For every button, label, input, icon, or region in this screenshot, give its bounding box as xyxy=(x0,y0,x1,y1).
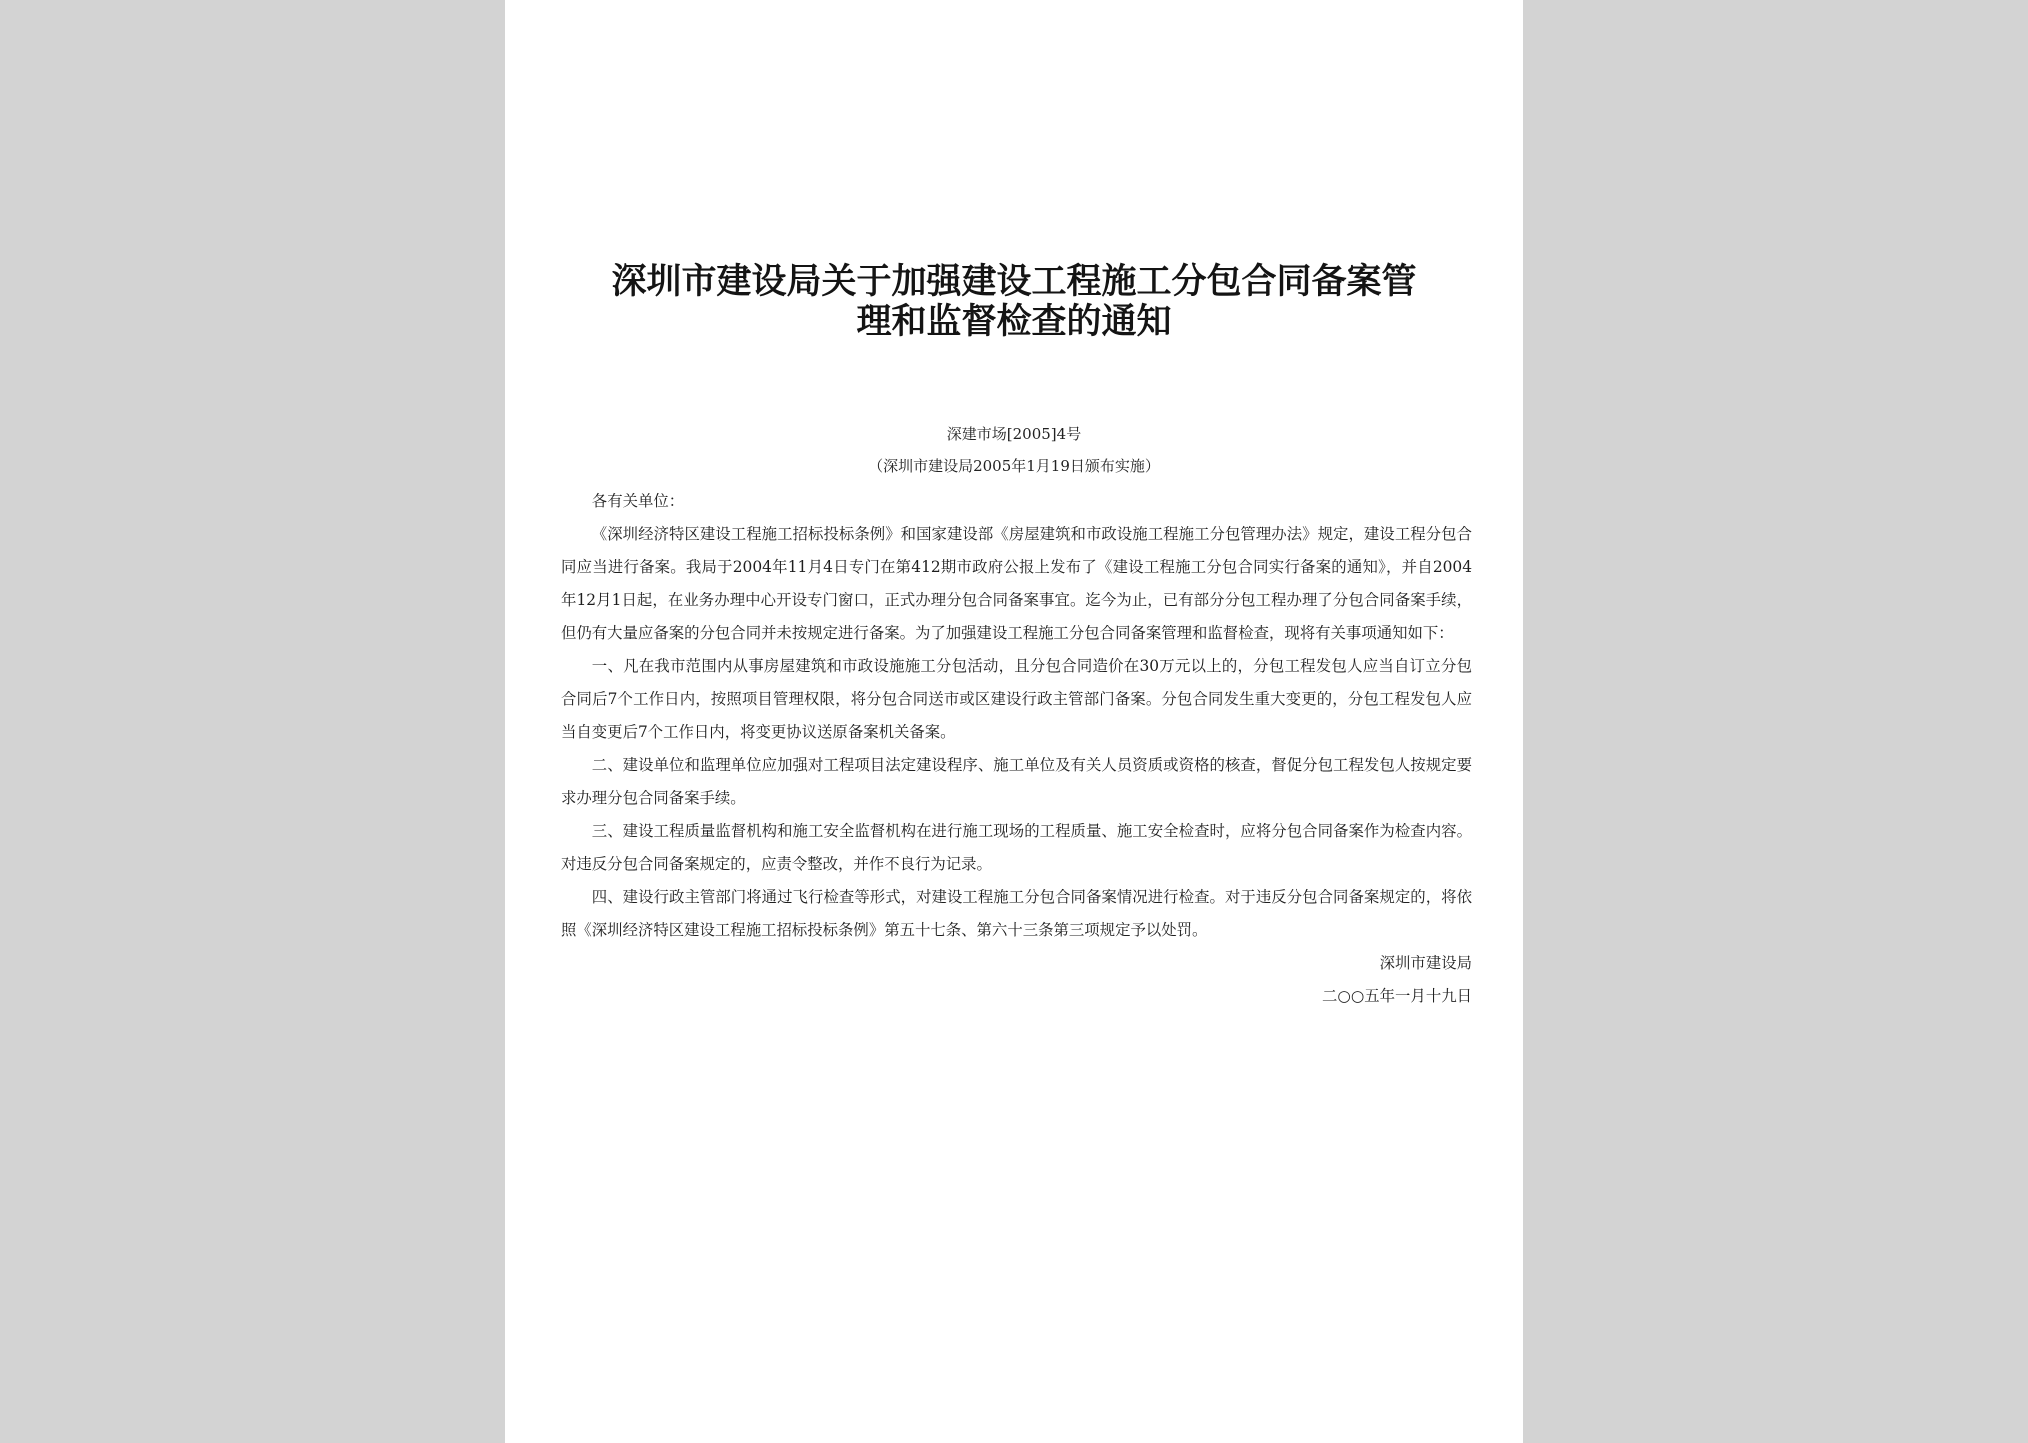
document-number: 深建市场[2005]4号 xyxy=(946,425,1082,443)
signature: 深圳市建设局 xyxy=(1379,954,1472,972)
document-body xyxy=(561,485,1472,1013)
paragraph-item-3: 三、建设工程质量监督机构和施工安全监督机构在进行施工现场的工程质量、施工安全检查时，应将分包合同备案作为检查内容。对违反分包合同备案规定的，应责令整改，并作不良行为记录。 xyxy=(561,822,1472,873)
salutation: 各有关单位： xyxy=(591,492,685,510)
issued-note: （深圳市建设局2005年1月19日颁布实施） xyxy=(868,457,1160,475)
document-title: 深圳市建设局关于加强建设工程施工分包合同备案管理和监督检查的通知 xyxy=(611,261,1417,342)
document-date: 二○○五年一月十九日 xyxy=(1322,987,1472,1005)
paragraph-item-4: 四、建设行政主管部门将通过飞行检查等形式，对建设工程施工分包合同备案情况进行检查。对于违反分包合同备案规定的，将依照《深圳经济特区建设工程施工招标投标条例》第五十七条、第六十三条第三项规定予以处罚。 xyxy=(561,888,1472,939)
paragraph-item-1: 一、凡在我市范围内从事房屋建筑和市政设施施工分包活动，且分包合同造价在30万元以上的，分包工程发包人应当自订立分包合同后7个工作日内，按照项目管理权限，将分包合同送市或区建设行政主管部门备案。分包合同发生重大变更的，分包工程发包人应当自变更后7个工作日内，将变更协议送原备案机关备案。 xyxy=(561,657,1472,741)
document-page xyxy=(505,0,1523,1443)
paragraph-intro: 《深圳经济特区建设工程施工招标投标条例》和国家建设部《房屋建筑和市政设施工程施工分包管理办法》规定，建设工程分包合同应当进行备案。我局于2004年11月4日专门在第412期市政府公报上发布了《建设工程施工分包合同实行备案的通知》，并自2004年12月1日起，在业务办理中心开设专门窗口，正式办理分包合同备案事宜。迄今为止，已有部分分包工程办理了分包合同备案手续，但仍有大量应备案的分包合同并未按规定进行备案。为了加强建设工程施工分包合同备案管理和监督检查，现将有关事项通知如下： xyxy=(561,525,1472,642)
paragraph-item-2: 二、建设单位和监理单位应加强对工程项目法定建设程序、施工单位及有关人员资质或资格的核查，督促分包工程发包人按规定要求办理分包合同备案手续。 xyxy=(561,756,1472,807)
